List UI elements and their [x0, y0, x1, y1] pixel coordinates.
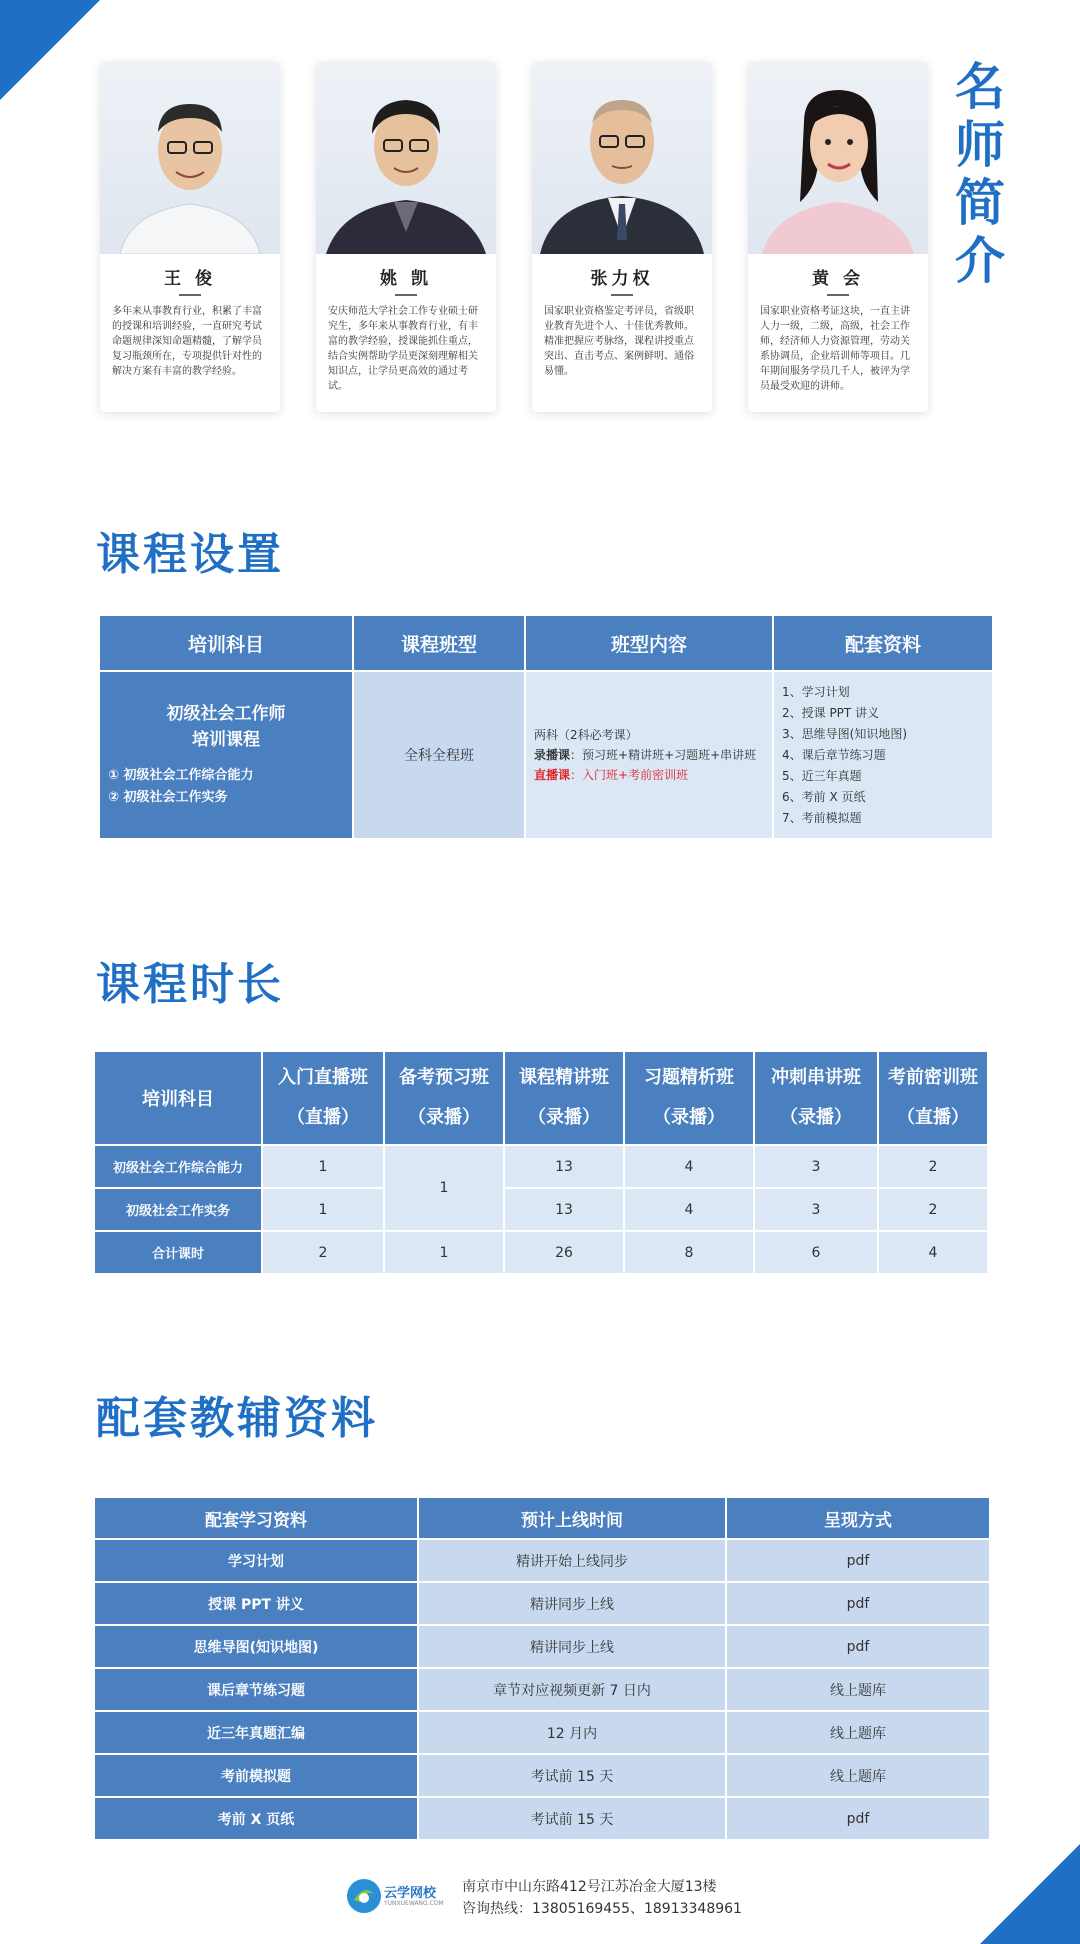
live-label: 直播课: [534, 768, 571, 782]
table-header: 配套学习资料: [94, 1497, 418, 1539]
teacher-name: 姚 凯: [380, 269, 432, 289]
material-item: 6、考前 X 页纸: [782, 789, 866, 804]
footer-contact: [462, 1876, 742, 1920]
table-header-row: [94, 1051, 988, 1145]
teacher-description: 多年来从事教育行业，积累了丰富的授课和培训经验，一直研究考试命题规律深知命题精髓，了解学员复习瓶颈所在，专项提供针对性的解决方案有丰富的教学经验。: [112, 306, 262, 377]
row-label: 合计课时: [94, 1231, 262, 1274]
table-row: [94, 1797, 990, 1840]
table-row: [94, 1145, 988, 1188]
table-header: [878, 1051, 988, 1145]
table-header: [504, 1051, 624, 1145]
table-cell: 1: [262, 1145, 384, 1188]
table-header-row: [99, 615, 993, 671]
table-cell: 1: [262, 1188, 384, 1231]
address: 南京市中山东路412号江苏冶金大厦13楼: [462, 1879, 717, 1895]
title-char: 介: [955, 232, 1005, 290]
course-duration-title: 课程时长: [96, 959, 284, 1010]
format: pdf: [726, 1625, 990, 1668]
logo-subtext: YUNXUEWANG.COM: [384, 1900, 444, 1907]
recorded-text: ：预习班+精讲班+习题班+串讲班: [570, 748, 757, 762]
release-time: 章节对应视频更新 7 日内: [418, 1668, 726, 1711]
format: pdf: [726, 1797, 990, 1840]
header-line: （直播）: [897, 1107, 969, 1128]
divider: [611, 294, 633, 296]
material-name: 课后章节练习题: [94, 1668, 418, 1711]
table-cell: 4: [624, 1188, 754, 1231]
table-row: [94, 1231, 988, 1274]
title-char: 名: [955, 58, 1005, 116]
table-cell: 4: [878, 1231, 988, 1274]
phone: 咨询热线：13805169455、18913348961: [462, 1901, 742, 1917]
table-cell: 4: [624, 1145, 754, 1188]
header-line: 冲刺串讲班: [771, 1067, 861, 1088]
header-line: 考前密训班: [888, 1067, 978, 1088]
material-name: 思维导图(知识地图): [94, 1625, 418, 1668]
table-cell: 8: [624, 1231, 754, 1274]
header-line: （录播）: [780, 1107, 852, 1128]
format: pdf: [726, 1582, 990, 1625]
table-header: [384, 1051, 504, 1145]
table-row: [94, 1582, 990, 1625]
release-time: 精讲同步上线: [418, 1582, 726, 1625]
header-line: 备考预习班: [399, 1067, 489, 1088]
corner-decoration-bottom-right: [980, 1844, 1080, 1944]
teacher-photo: [532, 62, 712, 254]
release-time: 精讲开始上线同步: [418, 1539, 726, 1582]
class-type-cell: 全科全程班: [353, 671, 525, 839]
table-row: [94, 1711, 990, 1754]
teacher-card: [748, 62, 928, 412]
table-header-row: [94, 1497, 990, 1539]
subject-item: ② 初级社会工作实务: [108, 790, 228, 805]
table-header: [624, 1051, 754, 1145]
materials-cell: [773, 671, 993, 839]
row-label: 初级社会工作综合能力: [94, 1145, 262, 1188]
table-row: [94, 1668, 990, 1711]
release-time: 12 月内: [418, 1711, 726, 1754]
course-setup-table: [98, 614, 994, 840]
table-cell: 26: [504, 1231, 624, 1274]
material-name: 考前模拟题: [94, 1754, 418, 1797]
school-logo: [340, 1876, 480, 1920]
table-cell: 2: [262, 1231, 384, 1274]
teacher-description: 国家职业资格考证这块，一直主讲人力一级，二级，高级，社会工作师，经济师人力资源管理，劳动关系协调员，企业培训师等项目。几年期间服务学员几千人，被评为学员最受欢迎的讲师。: [760, 306, 910, 392]
material-name: 授课 PPT 讲义: [94, 1582, 418, 1625]
table-row: [99, 671, 993, 839]
teacher-card: [316, 62, 496, 412]
logo-text: 云学网校: [384, 1886, 437, 1901]
divider: [827, 294, 849, 296]
format: pdf: [726, 1539, 990, 1582]
material-item: 3、思维导图(知识地图): [782, 726, 907, 741]
table-cell: 13: [504, 1188, 624, 1231]
header-line: 课程精讲班: [519, 1067, 609, 1088]
table-header: 培训科目: [99, 615, 353, 671]
course-setup-title: 课程设置: [96, 529, 284, 580]
material-name: 考前 X 页纸: [94, 1797, 418, 1840]
format: 线上题库: [726, 1668, 990, 1711]
header-line: 习题精析班: [644, 1067, 734, 1088]
table-row: [94, 1188, 988, 1231]
class-content-cell: [525, 671, 773, 839]
corner-decoration-top-left: [0, 0, 100, 100]
header-line: （录播）: [528, 1107, 600, 1128]
teacher-photo: [100, 62, 280, 254]
release-time: 考试前 15 天: [418, 1754, 726, 1797]
table-cell: 2: [878, 1145, 988, 1188]
table-row: [94, 1539, 990, 1582]
content-line: [534, 745, 772, 765]
content-line: 两科（2科必考课）: [534, 728, 638, 742]
subject-title: 初级社会工作师 培训课程: [166, 704, 286, 750]
material-item: 5、近三年真题: [782, 768, 862, 783]
teacher-photo: [748, 62, 928, 254]
materials-table: [93, 1496, 991, 1841]
material-item: 1、学习计划: [782, 684, 850, 699]
table-cell: 3: [754, 1188, 878, 1231]
title-char: 师: [955, 116, 1005, 174]
table-row: [94, 1625, 990, 1668]
divider: [395, 294, 417, 296]
header-line: 入门直播班: [278, 1067, 368, 1088]
table-header: 课程班型: [353, 615, 525, 671]
table-header: 呈现方式: [726, 1497, 990, 1539]
teacher-name: 王 俊: [164, 269, 216, 289]
live-text: ：入门班+考前密训班: [570, 768, 689, 782]
teacher-name: 张力权: [590, 269, 654, 289]
teacher-photo: [316, 62, 496, 254]
recorded-label: 录播课: [534, 748, 571, 762]
table-cell: 1: [384, 1231, 504, 1274]
table-header: 配套资料: [773, 615, 993, 671]
table-cell: 13: [504, 1145, 624, 1188]
material-name: 学习计划: [94, 1539, 418, 1582]
release-time: 精讲同步上线: [418, 1625, 726, 1668]
material-item: 2、授课 PPT 讲义: [782, 705, 880, 720]
table-header: [754, 1051, 878, 1145]
table-cell: 6: [754, 1231, 878, 1274]
table-cell: 2: [878, 1188, 988, 1231]
table-header: 培训科目: [94, 1051, 262, 1145]
material-item: 7、考前模拟题: [782, 810, 862, 825]
table-cell-merged: 1: [384, 1145, 504, 1231]
materials-section-title: 配套教辅资料: [96, 1393, 378, 1444]
table-header: 预计上线时间: [418, 1497, 726, 1539]
header-line: （录播）: [653, 1107, 725, 1128]
format: 线上题库: [726, 1754, 990, 1797]
teachers-section-title: [950, 58, 1010, 290]
course-duration-table: [93, 1050, 989, 1275]
title-char: 简: [955, 174, 1005, 232]
table-header: 班型内容: [525, 615, 773, 671]
header-line: （录播）: [408, 1107, 480, 1128]
header-line: （直播）: [287, 1107, 359, 1128]
logo-icon: [344, 1876, 384, 1916]
material-item: 4、课后章节练习题: [782, 747, 886, 762]
subject-cell: [99, 671, 353, 839]
content-line: [534, 765, 772, 785]
table-row: [94, 1754, 990, 1797]
teacher-card: [100, 62, 280, 412]
teacher-description: 国家职业资格鉴定考评员，省级职业教育先进个人、十佳优秀教师。精准把握应考脉络，课程讲授重点突出、直击考点、案例鲜明、通俗易懂。: [544, 306, 694, 377]
format: 线上题库: [726, 1711, 990, 1754]
teacher-card: [532, 62, 712, 412]
table-header: [262, 1051, 384, 1145]
row-label: 初级社会工作实务: [94, 1188, 262, 1231]
footer: [340, 1872, 760, 1928]
teacher-description: 安庆师范大学社会工作专业硕士研究生，多年来从事教育行业，有丰富的教学经验，授课能抓住重点，结合实例帮助学员更深刻理解相关知识点，让学员更高效的通过考试。: [328, 306, 478, 392]
subject-item: ① 初级社会工作综合能力: [108, 768, 254, 783]
material-name: 近三年真题汇编: [94, 1711, 418, 1754]
release-time: 考试前 15 天: [418, 1797, 726, 1840]
teacher-name: 黄 会: [812, 269, 864, 289]
table-cell: 3: [754, 1145, 878, 1188]
divider: [179, 294, 201, 296]
